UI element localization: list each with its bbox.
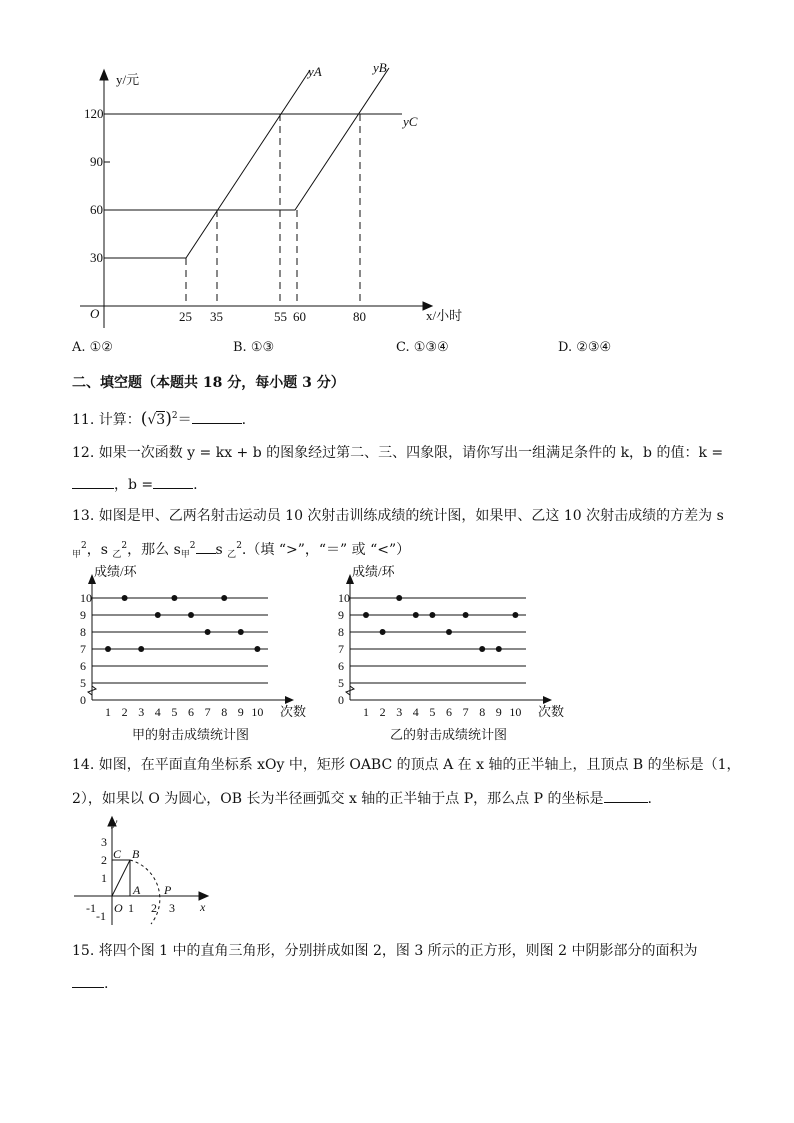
question-14-line2 bbox=[72, 788, 652, 808]
chart-point bbox=[496, 646, 502, 652]
option-d[interactable]: D. ②③④ bbox=[558, 340, 612, 355]
q13-sq: 2 bbox=[189, 541, 196, 551]
chart-y-tick: 8 bbox=[80, 625, 86, 639]
fig14-P: P bbox=[164, 883, 172, 897]
q13-end: .（填 “>”，“＝” 或 “<”） bbox=[241, 542, 411, 558]
chart-point bbox=[155, 612, 161, 618]
question-15-line1: 15. 将四个图 1 中的直角三角形，分别拼成如图 2，图 3 所示的正方形，则图 2 中阴影部分的面积为 bbox=[72, 943, 698, 959]
fig14-O: O bbox=[114, 901, 123, 915]
fig14-y-tick: 3 bbox=[101, 835, 107, 849]
question-14-line1: 14. 如图，在平面直角坐标系 xOy 中，矩形 OABC 的顶点 A 在 x 轴的正半轴上，且顶点 B 的坐标是（1， bbox=[72, 757, 741, 773]
fig14-y-label: y bbox=[112, 815, 118, 829]
chart-x-tick: 1 bbox=[105, 705, 111, 719]
q13-sq: 2 bbox=[81, 541, 87, 551]
fig14-B: B bbox=[132, 847, 140, 861]
chart-point bbox=[396, 595, 402, 601]
option-c[interactable]: C. ①③④ bbox=[396, 340, 449, 355]
q11-exponent: 2 bbox=[171, 411, 178, 421]
chart-y-tick: 0 bbox=[80, 693, 86, 707]
q13-yi: 乙 bbox=[112, 550, 122, 560]
chart-x-tick: 5 bbox=[429, 705, 436, 719]
chart-y-tick: 5 bbox=[80, 676, 86, 690]
chart-x-tick: 8 bbox=[221, 705, 228, 719]
answer-blank[interactable] bbox=[72, 973, 104, 988]
answer-blank-k[interactable] bbox=[72, 474, 114, 489]
chart-point bbox=[512, 612, 518, 618]
line-yA bbox=[104, 70, 310, 258]
chart-point bbox=[171, 595, 177, 601]
chart-point bbox=[221, 595, 227, 601]
y-tick: 30 bbox=[90, 250, 103, 265]
q13-jia: 甲 bbox=[180, 550, 190, 560]
fig14-C: C bbox=[113, 847, 122, 861]
q11-end: . bbox=[241, 412, 247, 428]
answer-blank[interactable] bbox=[604, 788, 648, 803]
chart-ylabel: 成绩/环 bbox=[94, 564, 137, 579]
label-yB: yB bbox=[373, 60, 387, 75]
chart-point bbox=[238, 629, 244, 635]
chart-y-tick: 8 bbox=[338, 625, 344, 639]
chart-x-tick: 10 bbox=[251, 705, 264, 719]
fig14-x-tick: 2 bbox=[151, 901, 157, 915]
chart-x-tick: 4 bbox=[154, 705, 161, 719]
option-b[interactable]: B. ①③ bbox=[233, 340, 275, 355]
chart-x-tick: 3 bbox=[396, 705, 403, 719]
chart-point bbox=[122, 595, 128, 601]
chart-point bbox=[413, 612, 419, 618]
chart-title: 乙的射击成绩统计图 bbox=[390, 727, 508, 742]
chart-y-tick: 0 bbox=[338, 693, 344, 707]
chart-ylabel: 成绩/环 bbox=[352, 564, 395, 579]
q15-end: . bbox=[104, 976, 109, 992]
x-tick: 35 bbox=[210, 309, 223, 324]
segment-OB bbox=[112, 860, 130, 896]
q12-end: . bbox=[193, 477, 198, 493]
q11-radicand: 3 bbox=[156, 412, 166, 428]
chart-x-tick: 3 bbox=[138, 705, 145, 719]
chart-point bbox=[205, 629, 211, 635]
chart-y-tick: 7 bbox=[338, 642, 344, 656]
chart-x-tick: 8 bbox=[479, 705, 486, 719]
fig14-x-tick: -1 bbox=[86, 901, 96, 915]
q11-prefix: 11. 计算： bbox=[72, 412, 141, 428]
chart-y-tick: 5 bbox=[338, 676, 344, 690]
fig14-y-tick: 1 bbox=[101, 871, 107, 885]
fig14-y-tick: -1 bbox=[96, 909, 106, 923]
y-axis-label: y/元 bbox=[116, 72, 140, 87]
chart-point bbox=[463, 612, 469, 618]
x-axis-label: x/小时 bbox=[426, 308, 463, 323]
chart-xlabel: 次数 bbox=[280, 704, 307, 719]
answer-blank-b[interactable] bbox=[153, 474, 193, 489]
x-tick: 60 bbox=[293, 309, 306, 324]
origin-label: O bbox=[90, 306, 100, 321]
chart-x-tick: 9 bbox=[237, 705, 244, 719]
chart-x-tick: 7 bbox=[204, 705, 211, 719]
question-15-line2 bbox=[72, 973, 108, 993]
chart-x-tick: 2 bbox=[121, 705, 128, 719]
x-tick: 55 bbox=[274, 309, 287, 324]
chart-point bbox=[446, 629, 452, 635]
chart-y-tick: 10 bbox=[338, 591, 350, 605]
chart-y-tick: 9 bbox=[80, 608, 86, 622]
chart-point bbox=[188, 612, 194, 618]
q12-b-label: ，b = bbox=[114, 477, 154, 493]
chart-x-tick: 10 bbox=[509, 705, 522, 719]
q14-end: . bbox=[647, 791, 652, 807]
q13-sq: 2 bbox=[121, 541, 128, 551]
chart-point bbox=[138, 646, 144, 652]
question-13-line2: $_甲^2$，s $_乙^2$，那么 $s_甲^2$ s $_乙^2$.（填 “>”，“＝” 或 “<”） bbox=[72, 541, 411, 560]
chart-point bbox=[105, 646, 111, 652]
chart-point bbox=[479, 646, 485, 652]
chart-point bbox=[429, 612, 435, 618]
line-yB bbox=[104, 68, 389, 210]
fig14-x-label: x bbox=[200, 900, 206, 914]
chart-x-tick: 6 bbox=[446, 705, 452, 719]
q13-jia: 甲 bbox=[72, 550, 82, 560]
x-tick: 25 bbox=[179, 309, 192, 324]
chart-point bbox=[380, 629, 386, 635]
chart-x-tick: 5 bbox=[171, 705, 178, 719]
q14-text: 2），如果以 O 为圆心，OB 长为半径画弧交 x 轴的正半轴于点 P，那么点 P 的坐标是 bbox=[72, 791, 604, 807]
cost-graph bbox=[60, 60, 480, 330]
question-11: 11. 计算：$(√3)^2=$ . bbox=[72, 409, 247, 429]
label-yA: yA bbox=[308, 64, 322, 79]
y-tick: 120 bbox=[84, 106, 104, 121]
chart-y-tick: 6 bbox=[338, 659, 344, 673]
q13-mid: ，那么 s bbox=[127, 542, 181, 558]
chart-x-tick: 4 bbox=[412, 705, 419, 719]
chart-xlabel: 次数 bbox=[538, 704, 565, 719]
chart-y-tick: 9 bbox=[338, 608, 344, 622]
chart-y-tick: 10 bbox=[80, 591, 92, 605]
fig14-y-tick: 2 bbox=[101, 853, 107, 867]
question-12-line1: 12. 如果一次函数 y = kx + b 的图象经过第二、三、四象限，请你写出一组满足条件的 k，b 的值：k = bbox=[72, 445, 724, 461]
fig14-x-tick: 3 bbox=[169, 901, 175, 915]
option-a[interactable]: A. ①② bbox=[72, 340, 113, 355]
q11-eq: ＝ bbox=[177, 412, 192, 428]
chart-x-tick: 1 bbox=[363, 705, 369, 719]
x-tick: 80 bbox=[353, 309, 366, 324]
question-13-line1: 13. 如图是甲、乙两名射击运动员 10 次射击训练成绩的统计图，如果甲、乙这 10 次射击成绩的方差为 s bbox=[72, 508, 724, 524]
fig14-A: A bbox=[133, 883, 141, 897]
chart-yi bbox=[330, 560, 580, 745]
chart-x-tick: 9 bbox=[495, 705, 502, 719]
fig14-x-arrow bbox=[199, 892, 208, 900]
chart-jia bbox=[72, 560, 322, 745]
y-axis-arrow bbox=[100, 70, 108, 80]
chart-x-tick: 2 bbox=[379, 705, 386, 719]
question-12-line2 bbox=[72, 474, 198, 494]
y-tick: 90 bbox=[90, 154, 103, 169]
chart-point bbox=[254, 646, 260, 652]
q13-sq: 2 bbox=[236, 541, 242, 551]
y-tick: 60 bbox=[90, 202, 103, 217]
q13-yi: 乙 bbox=[227, 550, 237, 560]
chart-x-arrow bbox=[285, 696, 294, 704]
fig14-x-tick: 1 bbox=[128, 901, 134, 915]
chart-y-tick: 7 bbox=[80, 642, 86, 656]
chart-x-tick: 7 bbox=[462, 705, 469, 719]
chart-title: 甲的射击成绩统计图 bbox=[132, 727, 250, 742]
label-yC: yC bbox=[403, 114, 418, 129]
section-heading: 二、填空题（本题共 18 分，每小题 3 分） bbox=[72, 375, 345, 391]
chart-x-arrow bbox=[543, 696, 552, 704]
answer-blank[interactable] bbox=[196, 539, 216, 554]
chart-point bbox=[363, 612, 369, 618]
chart-x-tick: 6 bbox=[188, 705, 194, 719]
figure-14 bbox=[72, 812, 222, 930]
chart-y-tick: 6 bbox=[80, 659, 86, 673]
answer-blank[interactable] bbox=[192, 409, 242, 424]
